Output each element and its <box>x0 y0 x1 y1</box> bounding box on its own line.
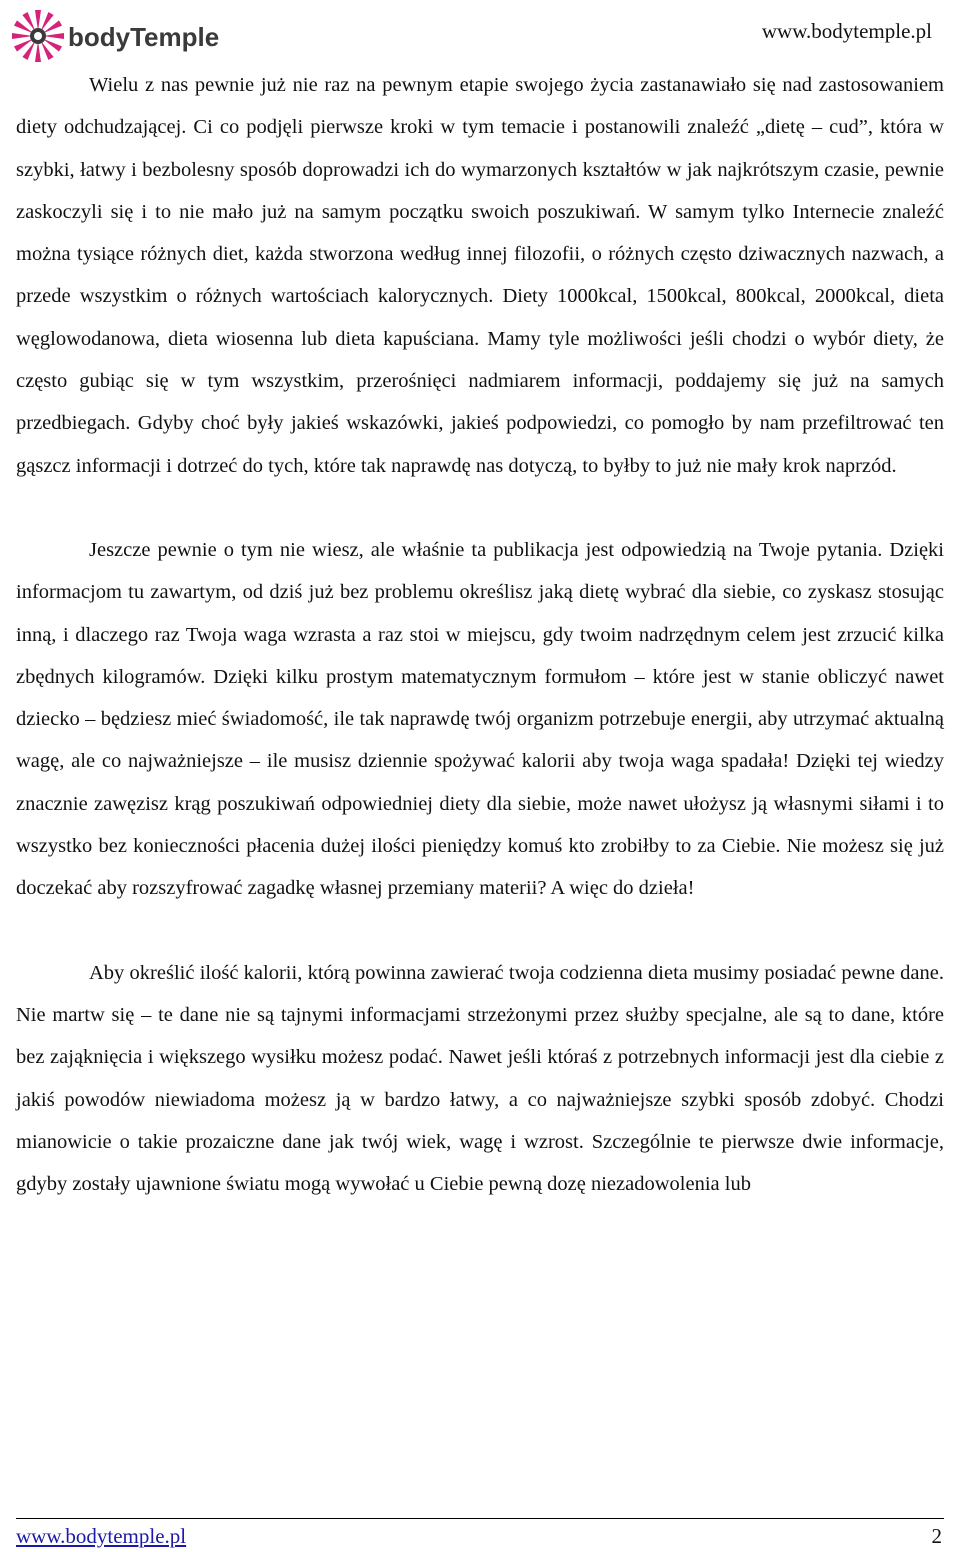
page-number: 2 <box>931 1524 942 1548</box>
footer-link[interactable]: www.bodytemple.pl <box>16 1524 187 1548</box>
paragraph: Aby określić ilość kalorii, którą powinna zawierać twoja codzienna dieta musimy posiadać pewne dane. Nie martw się – te dane nie są tajnymi informacjami strzeżonymi przez służby specjalne, ale są to dane, które bez zająknięcia i większego wysiłku możesz podać. Nawet jeśli któraś z potrzebnych informacji jest dla ciebie z jakiś powodów niewiadoma możesz ją w bardzo łatwy, a co najważniejsze szybki sposób zdobyć. Chodzi mianowicie o takie prozaiczne dane jak twój wiek, wagę i wzrost. Szczególnie te pierwsze dwie informacje, gdyby zostały ujawnione światu mogą wywołać u Ciebie pewną dozę niezadowolenia lub <box>16 961 944 1196</box>
paragraph: Wielu z nas pewnie już nie raz na pewnym etapie swojego życia zastanawiało się nad zastosowaniem diety odchudzającej. Ci co podjęli pierwsze kroki w tym temacie i postanowili znaleźć „dietę – cud”, która w szybki, łatwy i bezbolesny sposób doprowadzi ich do wymarzonych kształtów w jak najkrótszym czasie, pewnie zaskoczyli się i to nie mało już na samym początku swoich poszukiwań. W samym tylko Internecie znaleźć można tysiące różnych diet, każda stworzona według innej filozofii, o różnych często dziwacznych nazwach, a przede wszystkim o różnych wartościach kalorycznych. Diety 1000kcal, 1500kcal, 800kcal, 2000kcal, dieta węglowodanowa, dieta wiosenna lub dieta kapuściana. Mamy tyle możliwości jeśli chodzi o wybór diety, że często gubiąc się w tym wszystkim, przerośnięci nadmiarem informacji, poddajemy się już na samych przedbiegach. Gdyby choć były jakieś wskazówki, jakieś podpowiedzi, co pomogło by nam przefiltrować ten gąszcz informacji i dotrzeć do tych, które tak naprawdę nas dotyczą, to byłby to już nie mały krok naprzód. <box>16 74 944 477</box>
footer-divider <box>16 1518 944 1519</box>
header-url[interactable]: www.bodytemple.pl <box>761 19 932 43</box>
bodytemple-logo <box>10 4 220 64</box>
page-header <box>0 0 960 70</box>
paragraph: Jeszcze pewnie o tym nie wiesz, ale właśnie ta publikacja jest odpowiedzią na Twoje pytania. Dzięki informacjom tu zawartym, od dziś już bez problemu określisz jaką dietę wybrać dla siebie, co zyskasz stosując inną, i dlaczego raz Twoja waga wzrasta a raz stoi w miejscu, gdy twoim nadrzędnym celem jest zrzucić kilka zbędnych kilogramów. Dzięki kilku prostym matematycznym formułom – które jest w stanie obliczyć nawet dziecko – będziesz mieć świadomość, ile tak naprawdę twój organizm potrzebuje energii, aby utrzymać aktualną wagę, ale co najważniejsze – ile musisz dziennie spożywać kalorii aby twoja waga spadała! Dzięki tej wiedzy znacznie zawęzisz krąg poszukiwań odpowiedniej diety dla siebie, może nawet ułożysz ją własnymi siłami i to wszystko bez konieczności płacenia dużej ilości pieniędzy komuś kto zrobiłby to za Ciebie. Nie możesz się już doczekać aby rozszyfrować zagadkę własnej przemiany materii? A więc do dzieła! <box>16 538 944 900</box>
sun-flower-icon <box>12 10 64 62</box>
logo-text: bodyTemple <box>68 22 220 52</box>
document-body <box>16 64 944 1247</box>
